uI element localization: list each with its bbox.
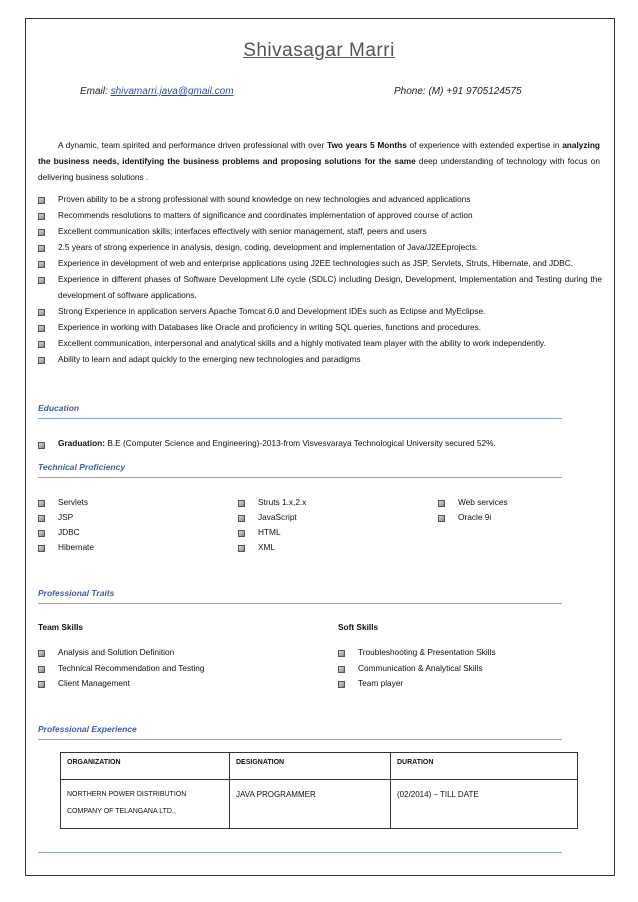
list-item: JDBC: [38, 525, 94, 540]
bullet-icon: [438, 515, 445, 522]
team-skills-list: [38, 645, 205, 692]
bullet-icon: [38, 681, 45, 688]
list-item: Experience in different phases of Software Development Life cycle (SDLC) including Design, Development, Implementation and Testing during the development of software applications.: [38, 271, 602, 303]
list-item: Experience in development of web and enterprise applications using J2EE technologies such as JSP, Servlets, Struts, Hibernate, and JDBC.: [38, 255, 602, 271]
list-item: HTML: [238, 525, 306, 540]
list-item: Recommends resolutions to matters of significance and coordinates implementation of approved course of action: [38, 207, 602, 223]
email-label: Email:: [80, 86, 108, 97]
list-item: Experience in working with Databases like Oracle and proficiency in writing SQL queries, functions and procedures.: [38, 319, 602, 335]
bullet-icon: [38, 245, 45, 252]
bullet-icon: [38, 213, 45, 220]
education-text: B.E (Computer Science and Engineering)-2013-from Visvesvaraya Technological University secured 52%.: [105, 438, 496, 448]
list-item: 2.5 years of strong experience in analysis, design, coding, development and implementation of Java/J2EEprojects.: [38, 239, 602, 255]
soft-skills-list: [338, 645, 496, 692]
bullet-icon: [438, 500, 445, 507]
list-item: Excellent communication skills; interfaces effectively with senior management, staff, peers and users: [38, 223, 602, 239]
list-item: Team player: [338, 676, 496, 692]
bullet-icon: [338, 650, 345, 657]
summary-text: deep understanding of technology with focus on delivering business solutions .: [38, 156, 601, 182]
summary-highlight: analyzing the business needs, identifying the business problems and proposing solutions for the same: [38, 140, 600, 166]
candidate-name: Shivasagar Marri: [243, 40, 395, 61]
team-skills-heading: Team Skills: [38, 622, 84, 632]
bullet-icon: [338, 666, 345, 673]
list-item: Hibernate: [38, 540, 94, 555]
summary-text: of experience with extended expertise in: [406, 140, 563, 150]
education-entry: [38, 438, 618, 448]
list-item: Servlets: [38, 495, 94, 510]
education-label: Graduation:: [58, 438, 106, 448]
column-header: ORGANIZATION: [61, 753, 230, 780]
email-line: [80, 86, 234, 97]
bullet-icon: [38, 197, 45, 204]
column-header: DURATION: [391, 753, 578, 780]
summary-text: A dynamic, team spirited and performance driven professional with over: [58, 140, 327, 150]
bullet-icon: [238, 500, 245, 507]
bullet-icon: [38, 357, 45, 364]
list-item: XML: [238, 540, 306, 555]
list-item: Oracle 9i: [438, 510, 508, 525]
list-item: Proven ability to be a strong professional with sound knowledge on new technologies and advanced applications: [38, 191, 602, 207]
bullet-icon: [38, 666, 45, 673]
section-title-traits: Professional Traits: [38, 588, 115, 598]
bullet-icon: [238, 515, 245, 522]
organization-cell: NORTHERN POWER DISTRIBUTION COMPANY OF TELANGANA LTD.,: [61, 780, 230, 829]
bullet-icon: [38, 229, 45, 236]
list-item: JSP: [38, 510, 94, 525]
tech-column-3: [438, 495, 508, 525]
section-divider: [38, 852, 562, 853]
list-item: Struts 1.x,2.x: [238, 495, 306, 510]
list-item: Communication & Analytical Skills: [338, 661, 496, 677]
experience-table: [60, 752, 578, 829]
bullet-icon: [38, 442, 45, 449]
section-title-experience: Professional Experience: [38, 724, 137, 734]
list-item: Ability to learn and adapt quickly to the emerging new technologies and paradigms: [38, 351, 602, 367]
bullet-icon: [38, 500, 45, 507]
bullet-icon: [38, 650, 45, 657]
bullet-icon: [238, 545, 245, 552]
summary-highlight: Two years 5 Months: [327, 140, 407, 150]
list-item: Technical Recommendation and Testing: [38, 661, 205, 677]
section-divider: [38, 603, 562, 604]
phone-line: Phone: (M) +91 9705124575: [394, 86, 522, 97]
table-header-row: [61, 753, 578, 780]
bullet-icon: [38, 309, 45, 316]
summary-paragraph: [38, 137, 600, 185]
soft-skills-heading: Soft Skills: [338, 622, 379, 632]
list-item: Analysis and Solution Definition: [38, 645, 205, 661]
section-divider: [38, 477, 562, 478]
list-item: JavaScript: [238, 510, 306, 525]
bullet-icon: [38, 325, 45, 332]
bullet-icon: [38, 515, 45, 522]
email-link[interactable]: shivamarri.java@gmail.com: [110, 86, 234, 97]
bullet-icon: [38, 277, 45, 284]
list-item: Web services: [438, 495, 508, 510]
designation-cell: JAVA PROGRAMMER: [230, 780, 391, 829]
bullet-icon: [238, 530, 245, 537]
section-title-technical: Technical Proficiency: [38, 462, 126, 472]
bullet-icon: [38, 545, 45, 552]
section-divider: [38, 739, 562, 740]
section-title-education: Education: [38, 403, 80, 413]
bullet-icon: [38, 530, 45, 537]
table-row: [61, 780, 578, 829]
bullet-icon: [38, 341, 45, 348]
list-item: Troubleshooting & Presentation Skills: [338, 645, 496, 661]
list-item: Client Management: [38, 676, 205, 692]
column-header: DESIGNATION: [230, 753, 391, 780]
tech-column-1: [38, 495, 94, 555]
bullet-icon: [338, 681, 345, 688]
duration-cell: (02/2014) – TILL DATE: [391, 780, 578, 829]
list-item: Excellent communication, interpersonal and analytical skills and a highly motivated team player with the ability to work independently.: [38, 335, 602, 351]
highlights-list: [38, 191, 602, 367]
tech-column-2: [238, 495, 306, 555]
bullet-icon: [38, 261, 45, 268]
list-item: Strong Experience in application servers Apache Tomcat 6.0 and Development IDEs such as Eclipse and MyEclipse.: [38, 303, 602, 319]
section-divider: [38, 418, 562, 419]
